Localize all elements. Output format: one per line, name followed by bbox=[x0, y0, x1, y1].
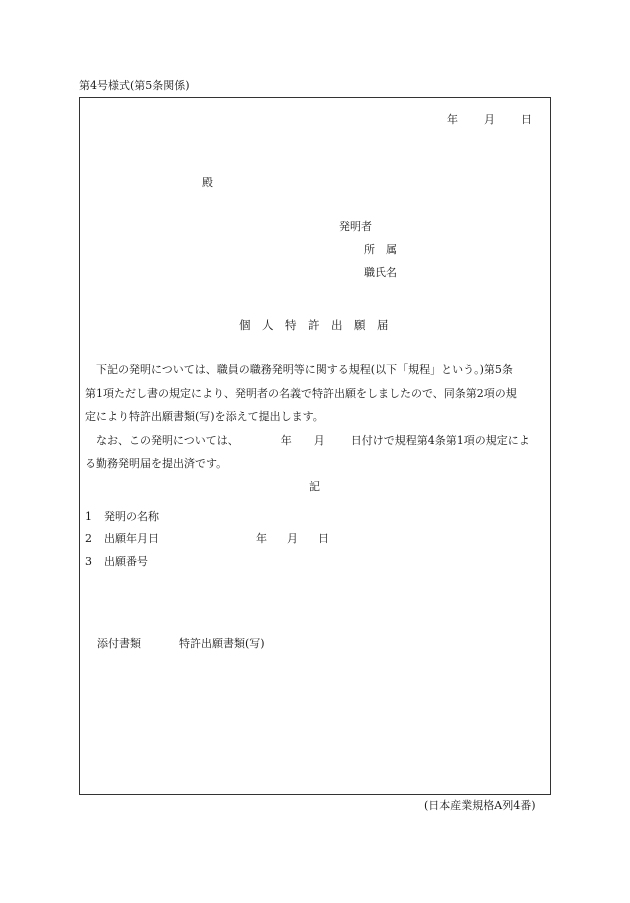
item-2-label: 出願年月日 bbox=[104, 532, 159, 545]
attachment-label: 添付書類 bbox=[97, 637, 141, 650]
item-2-year: 年 bbox=[256, 532, 267, 545]
body-line-5: る勤務発明届を提出済です。 bbox=[85, 457, 228, 470]
item-2-num: 2 bbox=[85, 532, 92, 545]
paper-size-note: (日本産業規格A列4番) bbox=[424, 799, 536, 812]
document-title: 個 人 特 許 出 願 届 bbox=[239, 318, 389, 332]
item-1 bbox=[85, 511, 159, 522]
item-1-num: 1 bbox=[85, 510, 92, 523]
inventor-affiliation-label: 所 属 bbox=[364, 243, 397, 256]
date-line bbox=[447, 114, 532, 125]
inventor-heading: 発明者 bbox=[339, 220, 372, 233]
body-line-4-month: 月 bbox=[313, 434, 325, 447]
item-2-month: 月 bbox=[287, 532, 298, 545]
item-2-day: 日 bbox=[318, 532, 329, 545]
body-line-1: 下記の発明については、職員の職務発明等に関する規程(以下「規程」という。)第5条 bbox=[96, 363, 513, 376]
body-line-4-a: なお、この発明については、 bbox=[96, 434, 239, 447]
body-line-4-year: 年 bbox=[280, 434, 292, 447]
body-line-4-b: 日付けで規程第4条第1項の規定によ bbox=[350, 434, 530, 447]
date-day: 日 bbox=[521, 113, 532, 126]
attachment-value: 特許出願書類(写) bbox=[179, 637, 265, 650]
body-line-2: 第1項ただし書の規定により、発明者の名義で特許出願をしましたので、同条第2項の規 bbox=[85, 387, 517, 400]
item-3-num: 3 bbox=[85, 555, 92, 568]
item-3-label: 出願番号 bbox=[104, 555, 148, 568]
inventor-name-label: 職氏名 bbox=[364, 266, 397, 279]
date-year: 年 bbox=[447, 113, 458, 126]
body-line-3: 定により特許出願書類(写)を添えて提出します。 bbox=[85, 410, 324, 423]
item-2 bbox=[85, 533, 159, 544]
ki-heading: 記 bbox=[309, 480, 320, 493]
form-label: 第4号様式(第5条関係) bbox=[79, 79, 190, 92]
item-2-date bbox=[256, 533, 329, 544]
body-line-4 bbox=[96, 435, 530, 446]
addressee-suffix: 殿 bbox=[202, 176, 213, 189]
item-1-label: 発明の名称 bbox=[104, 510, 159, 523]
date-month: 月 bbox=[484, 113, 495, 126]
item-3 bbox=[85, 556, 148, 567]
